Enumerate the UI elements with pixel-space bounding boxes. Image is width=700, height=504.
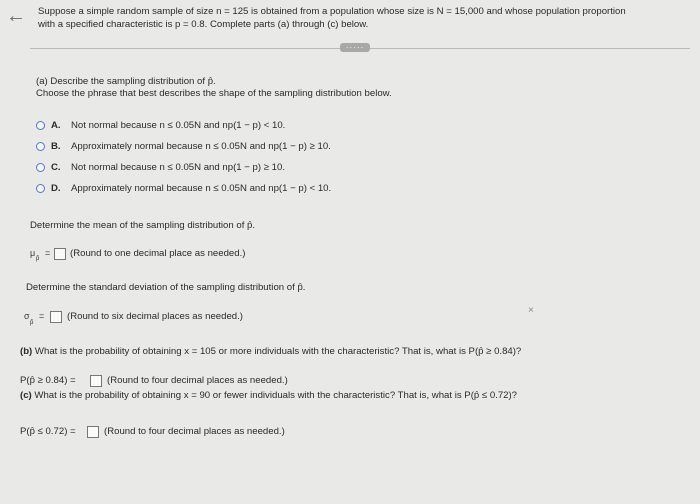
choice-b-text: Approximately normal because n ≤ 0.05N and np(1 − p) ≥ 10.: [71, 141, 331, 152]
part-b-answer-prefix: P(p̂ ≥ 0.84) =: [20, 375, 76, 386]
part-b-answer-row: [20, 374, 360, 390]
intro-line-1: Suppose a simple random sample of size n = 125 is obtained from a population whose size is N = 15,000 and whose population proportion: [38, 6, 626, 17]
mean-answer-row: [30, 246, 330, 266]
choice-d-letter: D.: [51, 183, 61, 194]
choice-c-text: Not normal because n ≤ 0.05N and np(1 − p) ≥ 10.: [71, 162, 285, 173]
sd-prompt: Determine the standard deviation of the sampling distribution of p̂.: [26, 282, 306, 293]
part-c-question-row: [20, 390, 517, 402]
choice-a-text: Not normal because n ≤ 0.05N and np(1 − p) < 10.: [71, 120, 286, 131]
sd-symbol: σ: [24, 311, 30, 321]
sd-equals: =: [39, 311, 45, 321]
radio-b[interactable]: [36, 142, 45, 151]
back-arrow-icon[interactable]: ←: [6, 5, 26, 27]
sd-answer-row: [24, 308, 324, 330]
part-c-hint: (Round to four decimal places as needed.): [104, 426, 285, 437]
part-a-instruction: Choose the phrase that best describes the shape of the sampling distribution below.: [36, 88, 392, 99]
part-c-answer-prefix: P(p̂ ≤ 0.72) =: [20, 426, 76, 437]
mean-hint: (Round to one decimal place as needed.): [70, 248, 246, 259]
part-b-label: (b): [20, 346, 33, 357]
sd-input[interactable]: [50, 311, 62, 323]
part-b-question-row: [20, 346, 521, 358]
choice-a-letter: A.: [51, 120, 61, 131]
choice-b-letter: B.: [51, 141, 61, 152]
part-c-label: (c): [20, 390, 32, 401]
choice-d-text: Approximately normal because n ≤ 0.05N and np(1 − p) < 10.: [71, 183, 332, 194]
part-c-question: What is the probability of obtaining x = 90 or fewer individuals with the characteristic? That is, what is P(p̂ ≤ 0.72)?: [34, 390, 518, 401]
radio-d[interactable]: [36, 184, 45, 193]
mean-input[interactable]: [54, 248, 66, 260]
more-button[interactable]: ·····: [340, 43, 370, 52]
part-c-input[interactable]: [87, 426, 99, 438]
mean-subscript: p̂: [36, 256, 40, 262]
part-b-question: What is the probability of obtaining x = 105 or more individuals with the characteristic? That is, what is P(p̂ ≥ 0.84)?: [34, 346, 522, 357]
close-icon[interactable]: ×: [528, 305, 534, 316]
radio-a[interactable]: [36, 121, 45, 130]
sd-hint: (Round to six decimal places as needed.): [67, 311, 243, 322]
mean-symbol: μ: [30, 248, 36, 258]
choice-list: [36, 120, 436, 200]
part-a-title: (a) Describe the sampling distribution of p̂.: [36, 76, 216, 87]
mean-equals: =: [45, 248, 51, 258]
part-c-answer-row: [20, 425, 360, 441]
part-b-input[interactable]: [90, 375, 102, 387]
problem-intro: [38, 5, 626, 31]
part-b-hint: (Round to four decimal places as needed.): [107, 375, 288, 386]
radio-c[interactable]: [36, 163, 45, 172]
choice-c-letter: C.: [51, 162, 61, 173]
mean-prompt: Determine the mean of the sampling distribution of p̂.: [30, 220, 256, 231]
intro-line-2: with a specified characteristic is p = 0.8. Complete parts (a) through (c) below.: [38, 19, 369, 30]
sd-subscript: p̂: [30, 320, 34, 326]
